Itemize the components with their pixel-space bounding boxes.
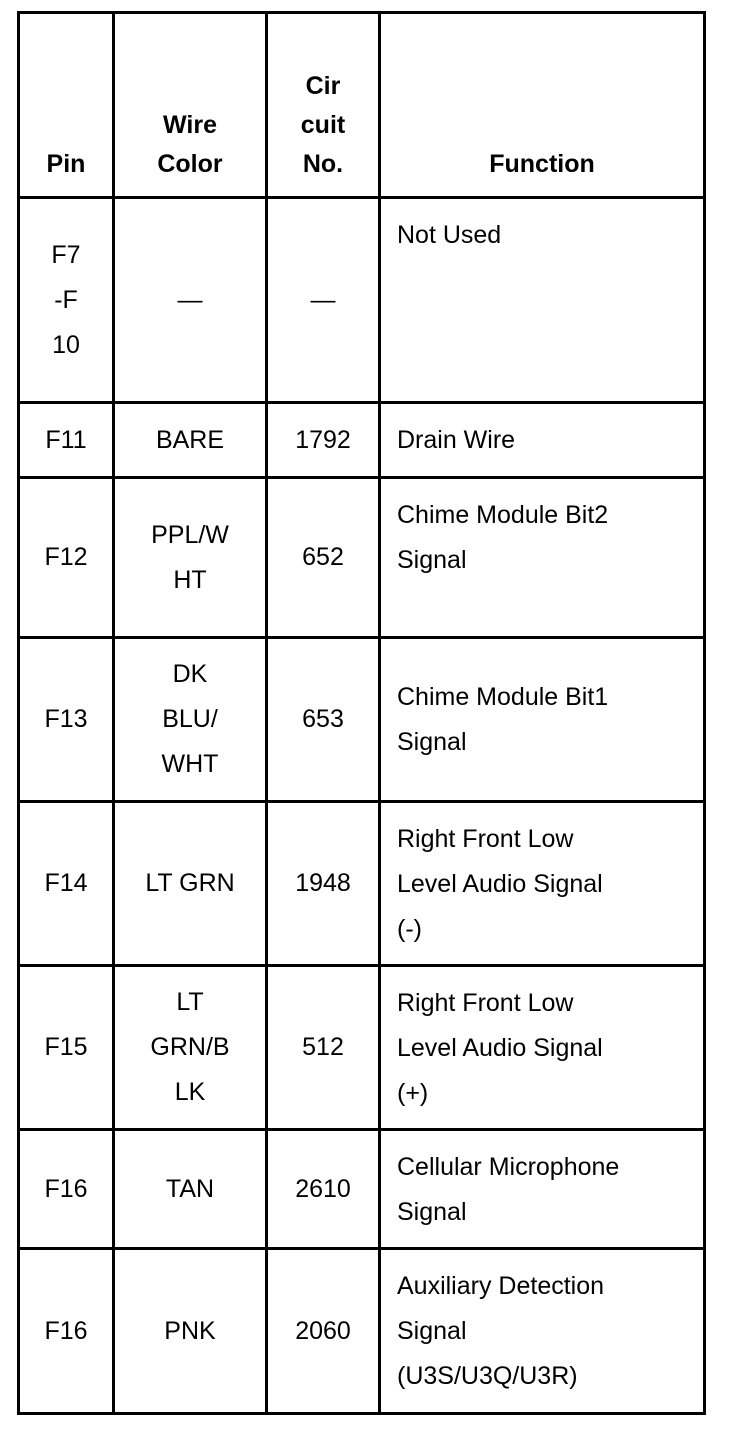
wire-color-cell: LT GRN <box>114 802 267 966</box>
table-row <box>19 1130 705 1249</box>
table-row <box>19 638 705 802</box>
function-cell: Auxiliary Detection Signal (U3S/U3Q/U3R) <box>380 1249 705 1414</box>
table-row <box>19 198 705 403</box>
pin-cell: F13 <box>19 638 114 802</box>
table-row <box>19 478 705 638</box>
table-row <box>19 1249 705 1414</box>
wire-color-cell: PNK <box>114 1249 267 1414</box>
circuit-cell: 1948 <box>267 802 380 966</box>
function-cell: Right Front Low Level Audio Signal (+) <box>380 966 705 1130</box>
function-cell: Right Front Low Level Audio Signal (-) <box>380 802 705 966</box>
pin-cell: F7 -F 10 <box>19 198 114 403</box>
wire-color-cell: — <box>114 198 267 403</box>
table-row <box>19 802 705 966</box>
pin-cell: F12 <box>19 478 114 638</box>
table-row <box>19 966 705 1130</box>
wire-color-cell: TAN <box>114 1130 267 1249</box>
wire-color-cell: BARE <box>114 403 267 478</box>
circuit-cell: 653 <box>267 638 380 802</box>
function-cell: Chime Module Bit2 Signal <box>380 478 705 638</box>
header-circuit-no: Cir cuit No. <box>267 13 380 198</box>
pin-cell: F15 <box>19 966 114 1130</box>
function-cell: Drain Wire <box>380 403 705 478</box>
circuit-cell: 652 <box>267 478 380 638</box>
header-pin: Pin <box>19 13 114 198</box>
function-cell: Not Used <box>380 198 705 403</box>
pin-cell: F14 <box>19 802 114 966</box>
pin-cell: F16 <box>19 1249 114 1414</box>
circuit-cell: 2060 <box>267 1249 380 1414</box>
wire-color-cell: LT GRN/B LK <box>114 966 267 1130</box>
circuit-cell: 512 <box>267 966 380 1130</box>
header-function: Function <box>380 13 705 198</box>
connector-pinout-table <box>17 11 706 1415</box>
circuit-cell: — <box>267 198 380 403</box>
pin-cell: F11 <box>19 403 114 478</box>
table-row <box>19 403 705 478</box>
pin-cell: F16 <box>19 1130 114 1249</box>
wire-color-cell: DK BLU/ WHT <box>114 638 267 802</box>
header-wire-color: Wire Color <box>114 13 267 198</box>
circuit-cell: 2610 <box>267 1130 380 1249</box>
header-row <box>19 13 705 198</box>
circuit-cell: 1792 <box>267 403 380 478</box>
function-cell: Cellular Microphone Signal <box>380 1130 705 1249</box>
wire-color-cell: PPL/W HT <box>114 478 267 638</box>
function-cell: Chime Module Bit1 Signal <box>380 638 705 802</box>
